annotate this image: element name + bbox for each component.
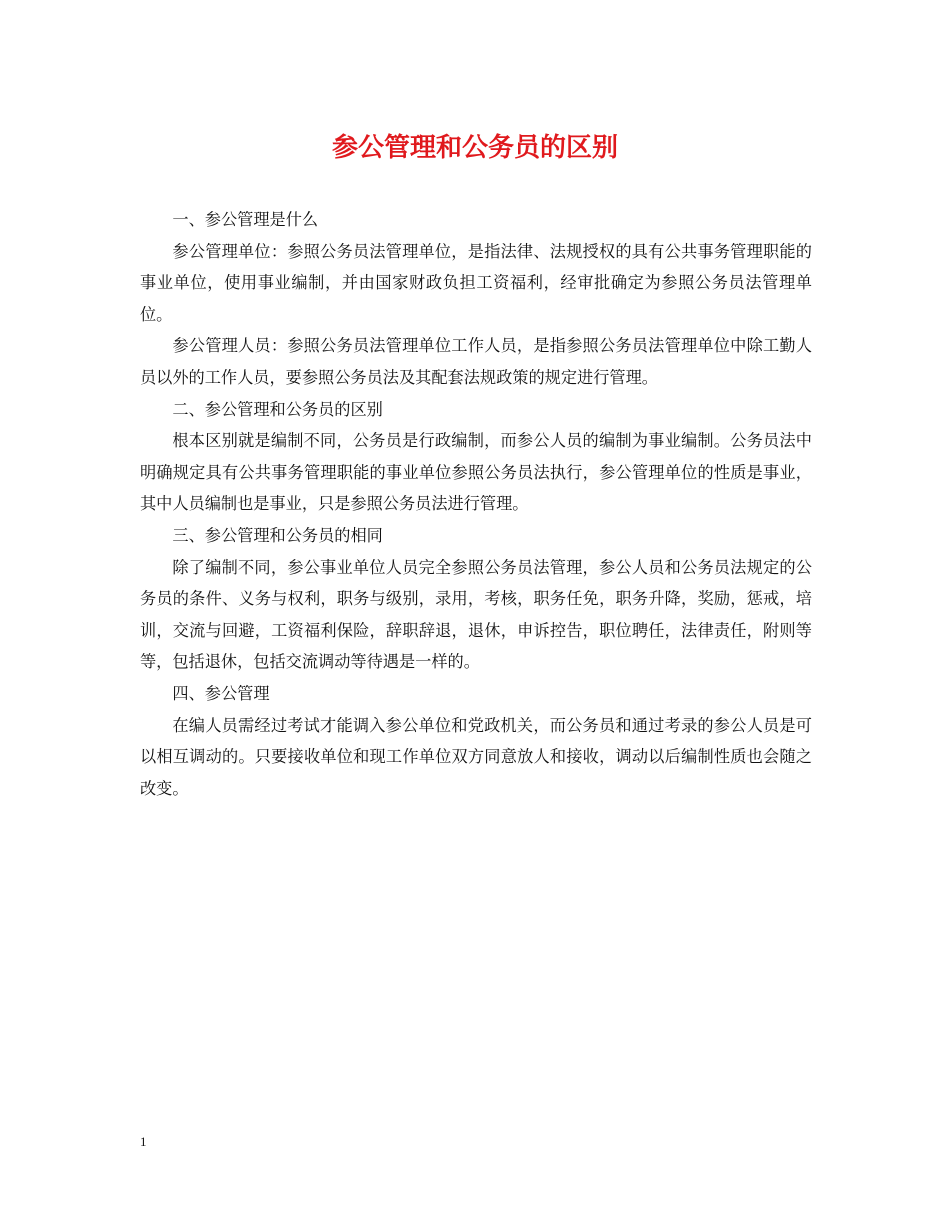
document-title: 参公管理和公务员的区别: [331, 133, 618, 163]
section-heading-3: 三、参公管理和公务员的相同: [172, 525, 383, 545]
section-heading-2: 二、参公管理和公务员的区别: [172, 399, 383, 419]
paragraph-definition-staff: 参公管理人员：参照公务员法管理单位工作人员，是指参照公务员法管理单位中除工勤人员以外的工作人员，要参照公务员法及其配套法规政策的规定进行管理。: [140, 336, 812, 387]
paragraph-similarity: 除了编制不同，参公事业单位人员完全参照公务员法管理，参公人员和公务员法规定的公务员的条件、义务与权利，职务与级别，录用，考核，职务任免，职务升降，奖励，惩戒，培训，交流与回避，工资福利保险，辞职辞退，退休，申诉控告，职位聘任，法律责任，附则等等，包括退休，包括交流调动等待遇是一样的。: [140, 557, 812, 672]
document-body: [140, 204, 812, 804]
section-heading-1: 一、参公管理是什么: [172, 210, 319, 229]
paragraph-transfer: 在编人员需经过考试才能调入参公单位和党政机关，而公务员和通过考录的参公人员是可以相互调动的。只要接收单位和现工作单位双方同意放人和接收，调动以后编制性质也会随之改变。: [140, 715, 812, 798]
paragraph-difference: 根本区别就是编制不同，公务员是行政编制，而参公人员的编制为事业编制。公务员法中明确规定具有公共事务管理职能的事业单位参照公务员法执行，参公管理单位的性质是事业，其中人员编制也是事业，只是参照公务员法进行管理。: [140, 431, 812, 514]
paragraph-definition-unit: 参公管理单位：参照公务员法管理单位，是指法律、法规授权的具有公共事务管理职能的事业单位，使用事业编制，并由国家财政负担工资福利，经审批确定为参照公务员法管理单位。: [140, 241, 812, 324]
section-heading-4: 四、参公管理: [172, 683, 270, 703]
page-number: 1: [140, 1134, 147, 1149]
